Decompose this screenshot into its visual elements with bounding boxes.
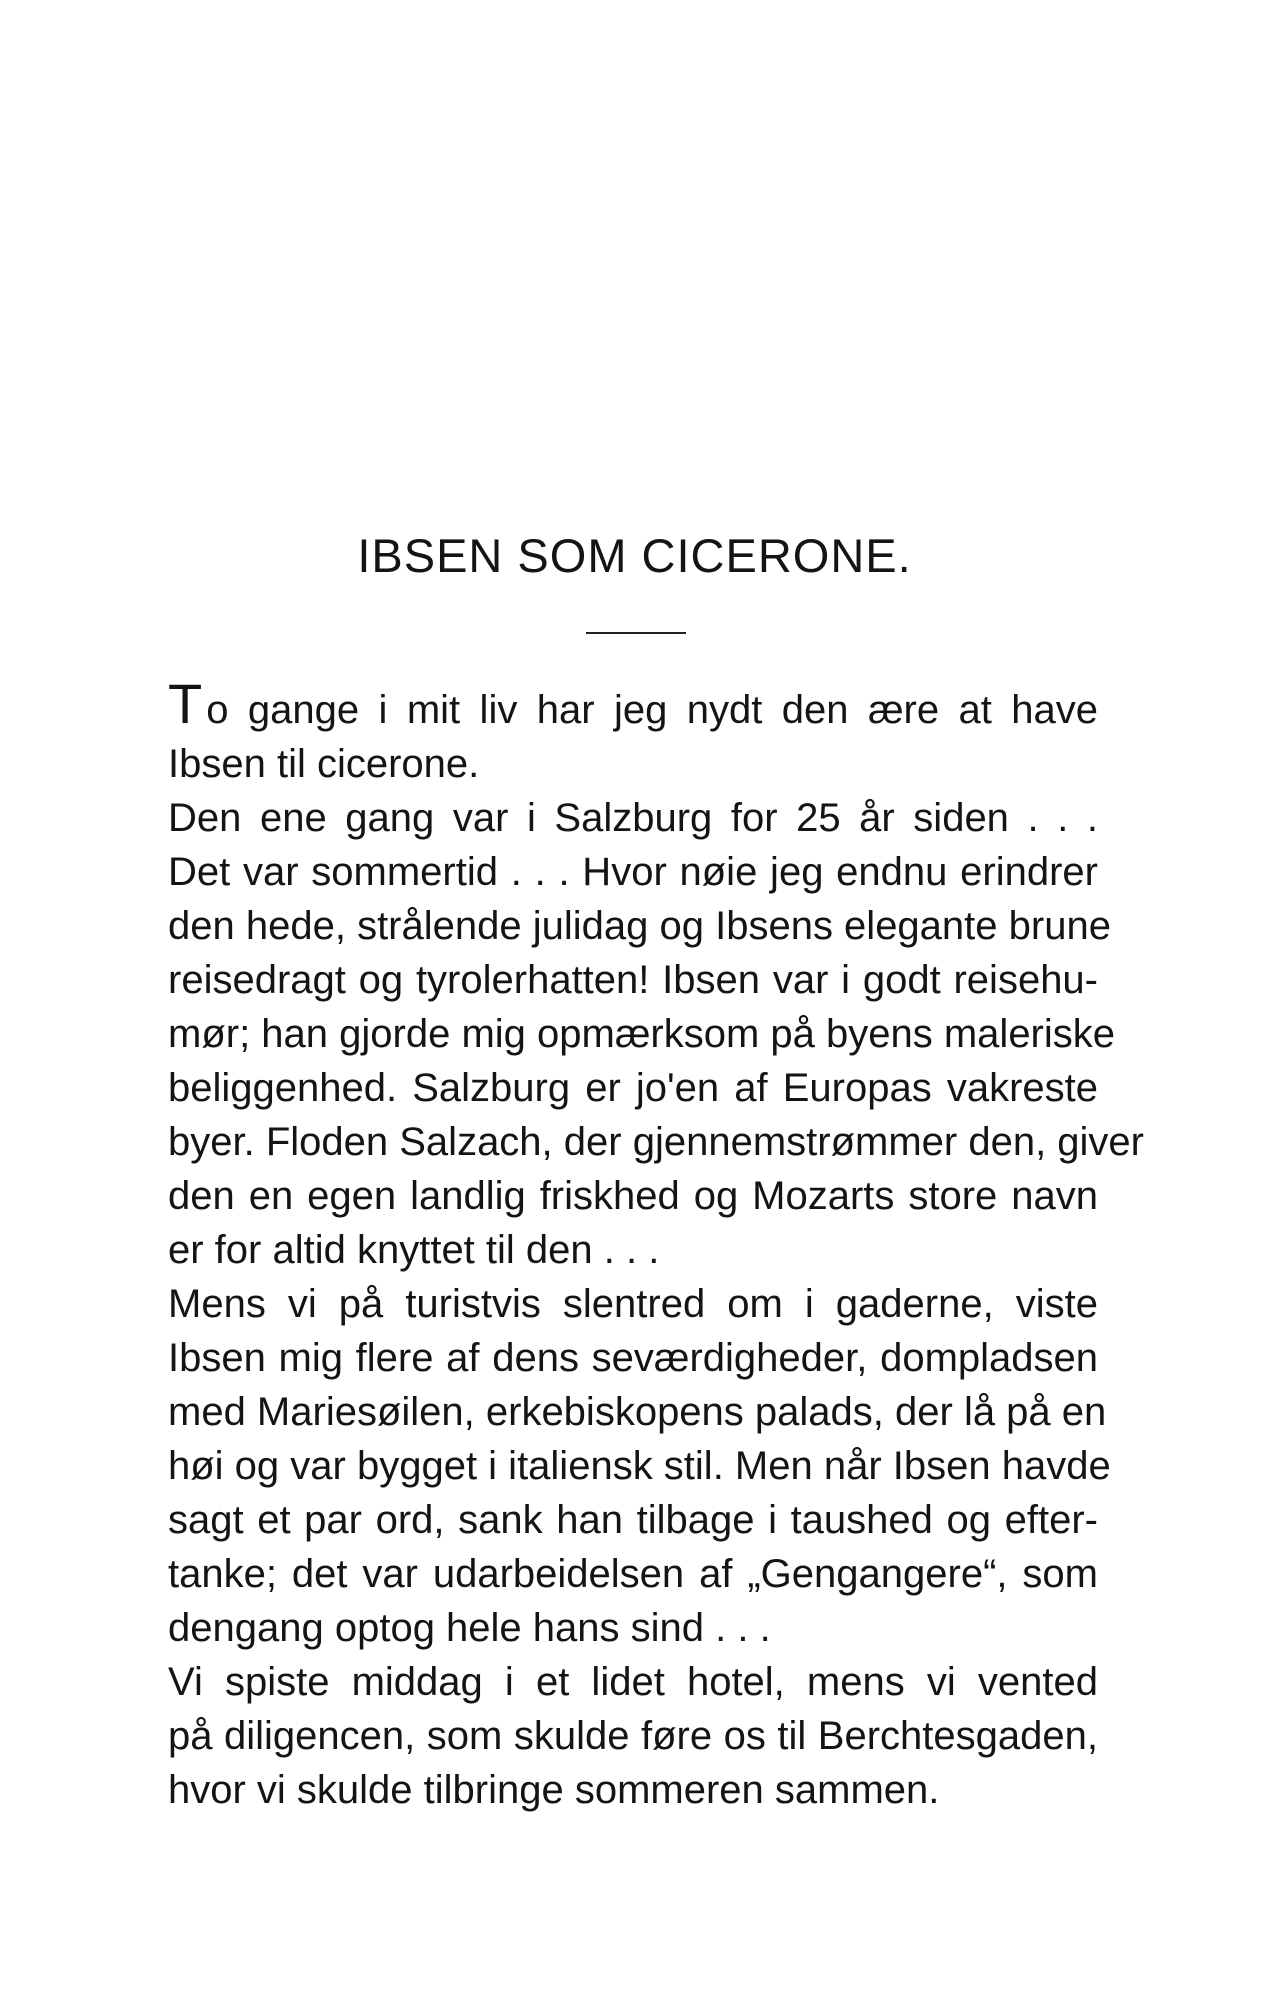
chapter-title: IBSEN SOM CICERONE. [357,529,912,582]
text-line: byer. Floden Salzach, der gjennemstrømmer den, giver [168,1120,1144,1164]
text-line: Den ene gang var i Salzburg for 25 år siden . . . [168,796,1098,840]
first-line-rest: o gange i mit liv har jeg nydt den ære at have [206,688,1098,732]
text-line: Mens vi på turistvis slentred om i gaderne, viste [168,1282,1098,1326]
text-line: høi og var bygget i italiensk stil. Men når Ibsen havde [168,1444,1111,1488]
text-line: Det var sommertid . . . Hvor nøie jeg endnu erindrer [168,850,1098,894]
body-text [168,672,1144,1817]
title-divider [586,632,686,634]
text-line: den hede, strålende julidag og Ibsens elegante brune [168,904,1111,948]
text-line: hvor vi skulde tilbringe sommeren sammen. [168,1768,940,1812]
text-line: dengang optog hele hans sind . . . [168,1606,771,1650]
text-line: Ibsen mig flere af dens seværdigheder, dompladsen [168,1336,1098,1380]
text-line: på diligencen, som skulde føre os til Berchtesgaden, [168,1714,1098,1758]
text-line: mør; han gjorde mig opmærksom på byens maleriske [168,1012,1116,1056]
text-line: tanke; det var udarbeidelsen af „Gengangere“, som [168,1552,1098,1596]
text-line: sagt et par ord, sank han tilbage i taushed og efter- [168,1498,1098,1542]
drop-cap: T [168,672,203,735]
text-line: Ibsen til cicerone. [168,742,480,786]
text-line: Vi spiste middag i et lidet hotel, mens vi vented [168,1660,1098,1704]
text-line: reisedragt og tyrolerhatten! Ibsen var i godt reisehu- [168,958,1098,1002]
text-line: beliggenhed. Salzburg er jo'en af Europas vakreste [168,1066,1098,1110]
text-line-first [168,672,1098,737]
text-line: med Mariesøilen, erkebiskopens palads, der lå på en [168,1390,1107,1434]
text-line: er for altid knyttet til den . . . [168,1228,660,1272]
text-line: den en egen landlig friskhed og Mozarts store navn [168,1174,1098,1218]
